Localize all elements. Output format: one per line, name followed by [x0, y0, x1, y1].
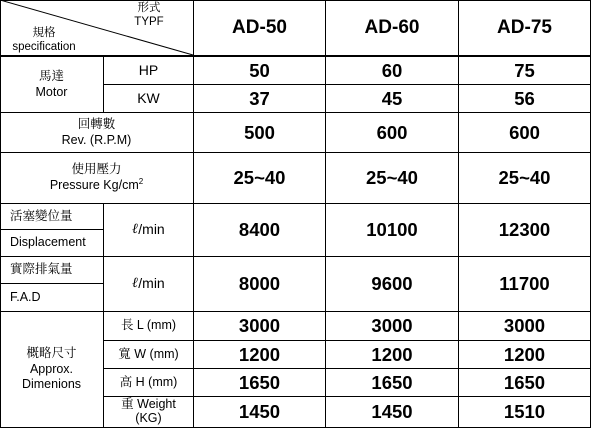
rev-label-en: Rev. (R.P.M): [61, 132, 132, 147]
motor-kw-unit: KW: [137, 89, 160, 106]
dimensions-label-en-1: Approx.: [29, 361, 74, 376]
header-spec-en: specification: [12, 41, 76, 53]
motor-label: [0, 57, 103, 112]
width-value: 1200: [503, 343, 546, 365]
weight-label-2: (KG): [135, 411, 162, 425]
fad-value: 11700: [499, 273, 550, 295]
fad-value: 9600: [371, 273, 413, 295]
displacement-value: 12300: [498, 219, 551, 241]
motor-hp-value: 60: [381, 59, 403, 81]
rev-label-zh: 回轉數: [77, 116, 116, 131]
pressure-label-en: [50, 177, 143, 194]
weight-value: 1450: [371, 401, 413, 423]
height-value: 1650: [238, 371, 281, 393]
height-label: 高 H (mm): [119, 374, 178, 389]
rev-label: [0, 113, 193, 152]
motor-label-zh: 馬達: [38, 68, 64, 83]
fad-label-en: F.A.D: [10, 289, 41, 304]
per-min-text: /min: [138, 275, 165, 292]
motor-kw-value: 45: [381, 87, 403, 109]
pressure-value: 25~40: [233, 167, 286, 189]
displacement-value: 10100: [366, 219, 418, 241]
pressure-value: 25~40: [366, 167, 418, 189]
model-header: AD-60: [364, 16, 420, 38]
liter-symbol: ℓ: [132, 276, 139, 292]
width-label: 寬 W (mm): [118, 346, 179, 361]
model-header: AD-50: [232, 16, 287, 38]
dimensions-label-zh: 概略尺寸: [26, 346, 77, 361]
height-value: 1650: [371, 371, 413, 393]
header-type-zh: 形式: [137, 1, 161, 14]
dimensions-label: [0, 312, 103, 427]
motor-label-en: Motor: [35, 84, 68, 99]
liter-symbol: ℓ: [132, 222, 139, 238]
rev-value: 500: [244, 121, 275, 143]
fad-label-zh: 實際排氣量: [10, 262, 73, 277]
length-value: 3000: [503, 315, 546, 337]
motor-hp-value: 75: [514, 59, 535, 81]
pressure-label: [0, 153, 193, 203]
displacement-label-en: Displacement: [10, 235, 86, 250]
per-min-text: /min: [138, 221, 165, 238]
header-spec-zh: 規格: [32, 26, 56, 39]
displacement-label-zh: 活塞變位量: [10, 208, 73, 223]
displacement-unit: [104, 204, 193, 256]
weight-label: [104, 397, 193, 427]
rev-value: 600: [376, 121, 408, 143]
header-type-en: TYPF: [134, 16, 164, 28]
motor-kw-value: 56: [514, 87, 535, 109]
width-value: 1200: [371, 343, 413, 365]
pressure-label-text: Pressure Kg/cm: [49, 178, 139, 193]
height-value: 1650: [503, 371, 546, 393]
model-header: AD-75: [497, 16, 552, 38]
width-value: 1200: [238, 343, 281, 365]
header-spec-label: [4, 26, 84, 54]
rev-value: 600: [509, 121, 540, 143]
motor-hp-value: 50: [249, 59, 270, 81]
pressure-label-zh: 使用壓力: [71, 161, 122, 176]
weight-label-1: 重 Weight: [121, 397, 176, 412]
header-type-label: [112, 2, 186, 28]
dimensions-label-en-2: Dimenions: [21, 377, 82, 392]
motor-hp-unit: HP: [138, 61, 159, 78]
fad-value: 8000: [238, 273, 281, 295]
length-value: 3000: [238, 315, 281, 337]
pressure-value: 25~40: [498, 167, 551, 189]
fad-unit: [104, 257, 193, 311]
length-value: 3000: [371, 315, 413, 337]
motor-kw-value: 37: [249, 87, 270, 109]
length-label: 長 L (mm): [120, 318, 177, 333]
weight-value: 1510: [503, 401, 546, 423]
displacement-value: 8400: [238, 219, 281, 241]
weight-value: 1450: [238, 401, 281, 423]
pressure-label-sup: 2: [138, 177, 144, 187]
